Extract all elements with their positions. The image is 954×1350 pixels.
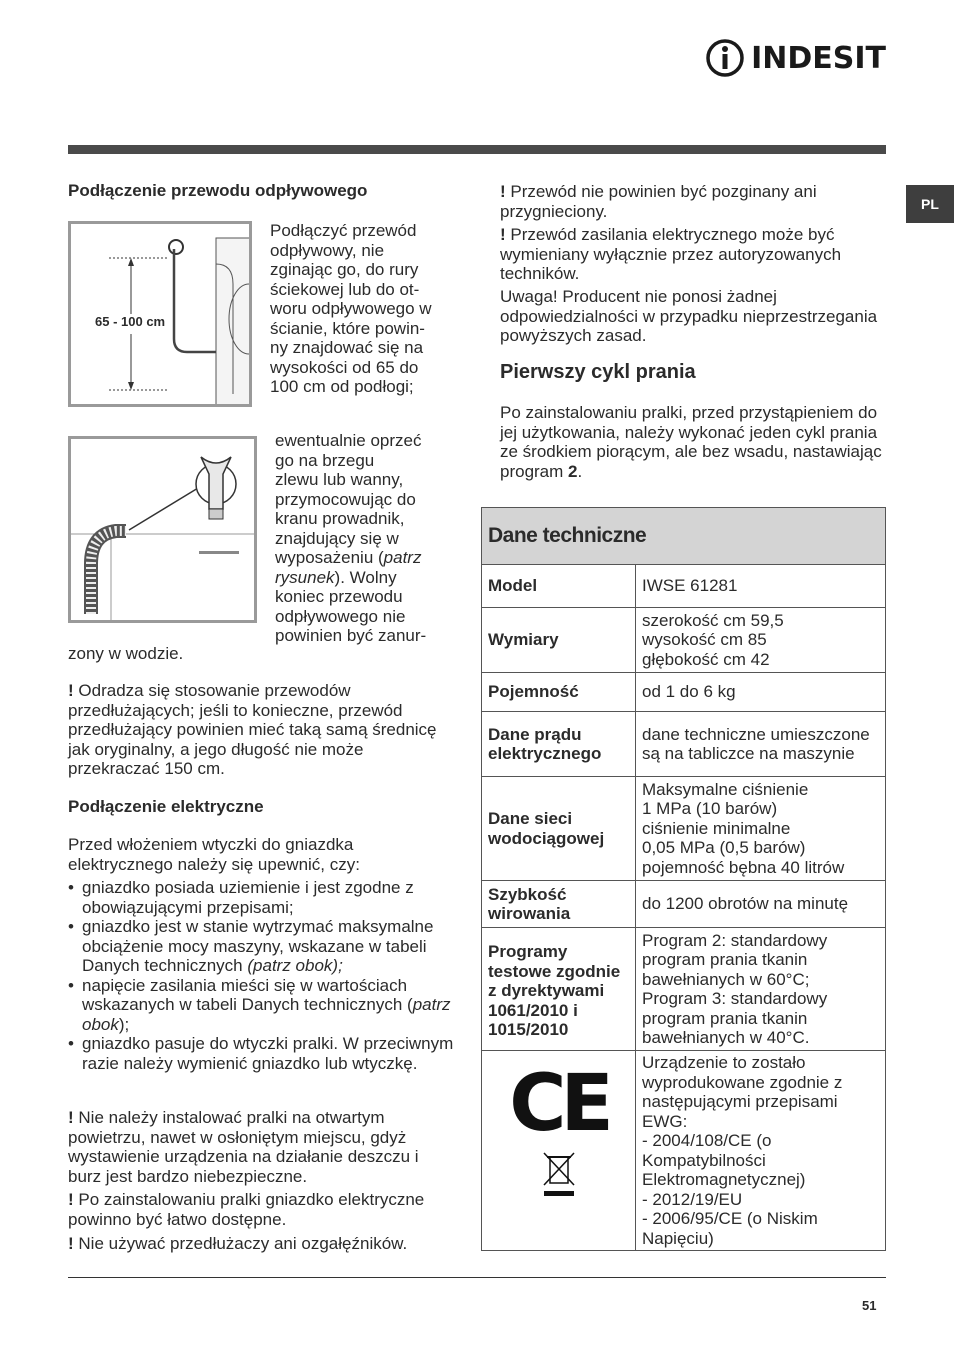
drain-line: ny znajdować się na (270, 338, 424, 357)
drain-line: wysokości od 65 do (270, 357, 419, 377)
table-row (482, 1051, 886, 1251)
table-row (482, 881, 886, 928)
text-run: ). Wolny (334, 567, 397, 587)
page-number: 51 (862, 1298, 877, 1313)
sink-hook-illustration (71, 439, 254, 620)
sink-instruction (275, 431, 465, 646)
warning-icon: ! (68, 1108, 74, 1127)
drain-heading: Podłączenie przewodu odpływowego (68, 181, 368, 200)
cable-replace-warning (500, 225, 890, 284)
height-label: 65 - 100 cm (95, 314, 166, 329)
italic-ref: patrz (383, 548, 422, 567)
sink-line (275, 568, 465, 588)
value-line: - 2012/19/EU (642, 1189, 743, 1209)
language-tab: PL (906, 185, 954, 223)
bottom-rule (68, 1277, 886, 1278)
cable-bend-warning (500, 182, 890, 221)
warning-icon: ! (68, 681, 74, 700)
warning-text: Przewód nie powinien być pozginany ani przygnieciony. (500, 182, 817, 221)
list-item: • gniazdko pasuje do wtyczki pralki. W przeciwnym razie należy wymienić gniazdko lub wtyczkę. (68, 1034, 456, 1073)
text-run: wyposażeniu ( (275, 548, 384, 567)
drain-line: 100 cm od podłogi; (270, 377, 414, 396)
row-value: do 1200 obrotów na minutę (636, 881, 886, 928)
warning-text: Po zainstalowaniu pralki gniazdko elektryczne powinno być łatwo dostępne. (68, 1190, 425, 1229)
sink-line: zlewu lub wanny, (275, 470, 404, 489)
electric-checklist (68, 878, 456, 1073)
warning-icon: ! (68, 1234, 74, 1253)
row-value: od 1 do 6 kg (636, 673, 886, 712)
row-key: Dane prądu elektrycznego (482, 712, 636, 777)
row-value: IWSE 61281 (636, 565, 886, 608)
value-line: wysokość cm 85 (642, 630, 767, 650)
text-run: ); (118, 1014, 130, 1034)
value-line: - 2004/108/CE (o Kompatybilności Elektromagnetycznej) (642, 1131, 806, 1189)
value-line: Maksymalne ciśnienie (642, 779, 809, 799)
value-line: 0,05 MPa (0,5 barów) (642, 838, 806, 858)
brand-logo (705, 38, 886, 78)
text-run: Po zainstalowaniu pralki, przed przystąpieniem do jej użytkowania, należy wykonać jeden cykl prania ze środkiem piorącym, ale bez wsadu, nastawiając program (500, 403, 882, 481)
drain-height-figure (68, 221, 252, 407)
brand-name: INDESIT (751, 40, 886, 76)
socket-access-warning (68, 1190, 456, 1229)
drain-line: zginając go, do rury (270, 260, 419, 279)
table-title: Dane techniczne (482, 508, 886, 565)
warning-text: Nie używać przedłużaczy ani ozgałęźników. (78, 1234, 408, 1253)
first-cycle-heading: Pierwszy cykl prania (500, 361, 696, 383)
indesit-logo-icon (705, 38, 745, 78)
warning-icon: ! (500, 225, 506, 244)
drain-line: woru odpływowego w (270, 299, 432, 318)
value-line: 1 MPa (10 barów) (642, 799, 778, 819)
weee-bin-icon (541, 1149, 577, 1197)
row-value (636, 777, 886, 881)
table-row (482, 565, 886, 608)
warning-text: Przewód zasilania elektrycznego może być wymieniany wyłącznie przez autoryzowanych techników. (500, 225, 842, 283)
text-run: gniazdko jest w stanie wytrzymać maksymalne obciążenie mocy maszyny, wskazane w tabeli Danych technicznych (82, 917, 434, 975)
value-line: - 2006/95/CE (o Niskim Napięciu) (642, 1209, 818, 1248)
value-line: ciśnienie minimalne (642, 818, 791, 838)
extension-cord-warning (68, 1234, 468, 1254)
table-row (482, 673, 886, 712)
warning-icon: ! (68, 1190, 74, 1209)
sink-line: go na brzegu (275, 450, 375, 470)
row-key: Pojemność (482, 673, 636, 712)
drain-line: odpływowy, nie (270, 240, 385, 260)
drain-line: ścianie, które powin- (270, 318, 425, 338)
row-value: Program 2: standardowy program prania tkanin bawełnianych w 60°C; Program 3: standardowy program prania tkanin bawełnianych w 40°C. (636, 928, 886, 1051)
italic-ref: (patrz obok); (247, 956, 343, 975)
drain-line: ściekowej lub do ot- (270, 279, 420, 299)
row-key: Wymiary (482, 608, 636, 673)
drain-line: Podłączyć przewód (270, 221, 417, 240)
italic-ref: patrz obok (82, 995, 451, 1034)
sink-hook-figure (68, 436, 257, 623)
table-row (482, 608, 886, 673)
row-key: Programy testowe zgodnie z dyrektywami 1061/2010 i 1015/2010 (482, 928, 636, 1051)
sink-line: znajdujący się w (275, 528, 399, 548)
tech-data-table (481, 507, 886, 1251)
value-line: Urządzenie to zostało wyprodukowane zgodnie z następującymi przepisami EWG: (642, 1053, 843, 1131)
top-rule (68, 145, 886, 154)
sink-line: koniec przewodu (275, 587, 403, 606)
ce-mark-icon: CE (509, 1059, 608, 1149)
table-row (482, 712, 886, 777)
sink-line: ewentualnie oprzeć (275, 431, 422, 450)
warning-text: Nie należy instalować pralki na otwartym powietrzu, nawet w osłoniętym miejscu, gdyż wystawienie urządzenia na działanie deszczu i burz jest bardzo niebezpieczne. (68, 1108, 419, 1186)
text-run: . (577, 461, 583, 481)
program-number: 2 (568, 461, 578, 481)
sink-line: odpływowego nie (275, 606, 406, 626)
ce-cell (482, 1051, 636, 1251)
warning-icon: ! (500, 182, 506, 201)
outdoor-warning (68, 1108, 456, 1186)
italic-ref: rysunek (275, 567, 335, 587)
table-row (482, 777, 886, 881)
row-key: Model (482, 565, 636, 608)
sink-line: kranu prowadnik, (275, 509, 405, 528)
electric-heading: Podłączenie elektryczne (68, 797, 264, 816)
sink-instruction-tail: zony w wodzie. (68, 644, 184, 663)
row-key: Szybkość wirowania (482, 881, 636, 928)
list-item: • gniazdko posiada uziemienie i jest zgodne z obowiązującymi przepisami; (68, 878, 456, 917)
text-run: napięcie zasilania mieści się w wartościach wskazanych w tabeli Danych technicznych ( (82, 975, 413, 1014)
value-line: głębokość cm 42 (642, 649, 770, 669)
sink-line: przymocowując do (275, 489, 416, 509)
liability-notice: Uwaga! Producent nie ponosi żadnej odpowiedzialności w przypadku nieprzestrzegania powyższych zasad. (500, 287, 878, 345)
value-line: szerokość cm 59,5 (642, 610, 784, 630)
row-value (636, 608, 886, 673)
row-value (636, 1051, 886, 1251)
row-key: Dane sieci wodociągowej (482, 777, 636, 881)
sink-line: powinien być zanur- (275, 626, 427, 645)
table-row (482, 928, 886, 1051)
electric-intro: Przed włożeniem wtyczki do gniazdka elektrycznego należy się upewnić, czy: (68, 835, 360, 874)
extension-warning (68, 681, 456, 779)
first-cycle-text (500, 403, 890, 481)
row-value: dane techniczne umieszczone są na tabliczce na maszynie (636, 712, 886, 777)
list-item (68, 976, 456, 1035)
value-line: pojemność bębna 40 litrów (642, 857, 845, 877)
list-item (68, 917, 456, 976)
warning-text: Odradza się stosowanie przewodów przedłużających; jeśli to konieczne, przewód przedłużający powinien mieć taką samą średnicę jak oryginalny, a jego długość nie może przekraczać 150 cm. (68, 681, 437, 778)
drain-instruction (270, 221, 460, 397)
sink-line (275, 548, 465, 568)
